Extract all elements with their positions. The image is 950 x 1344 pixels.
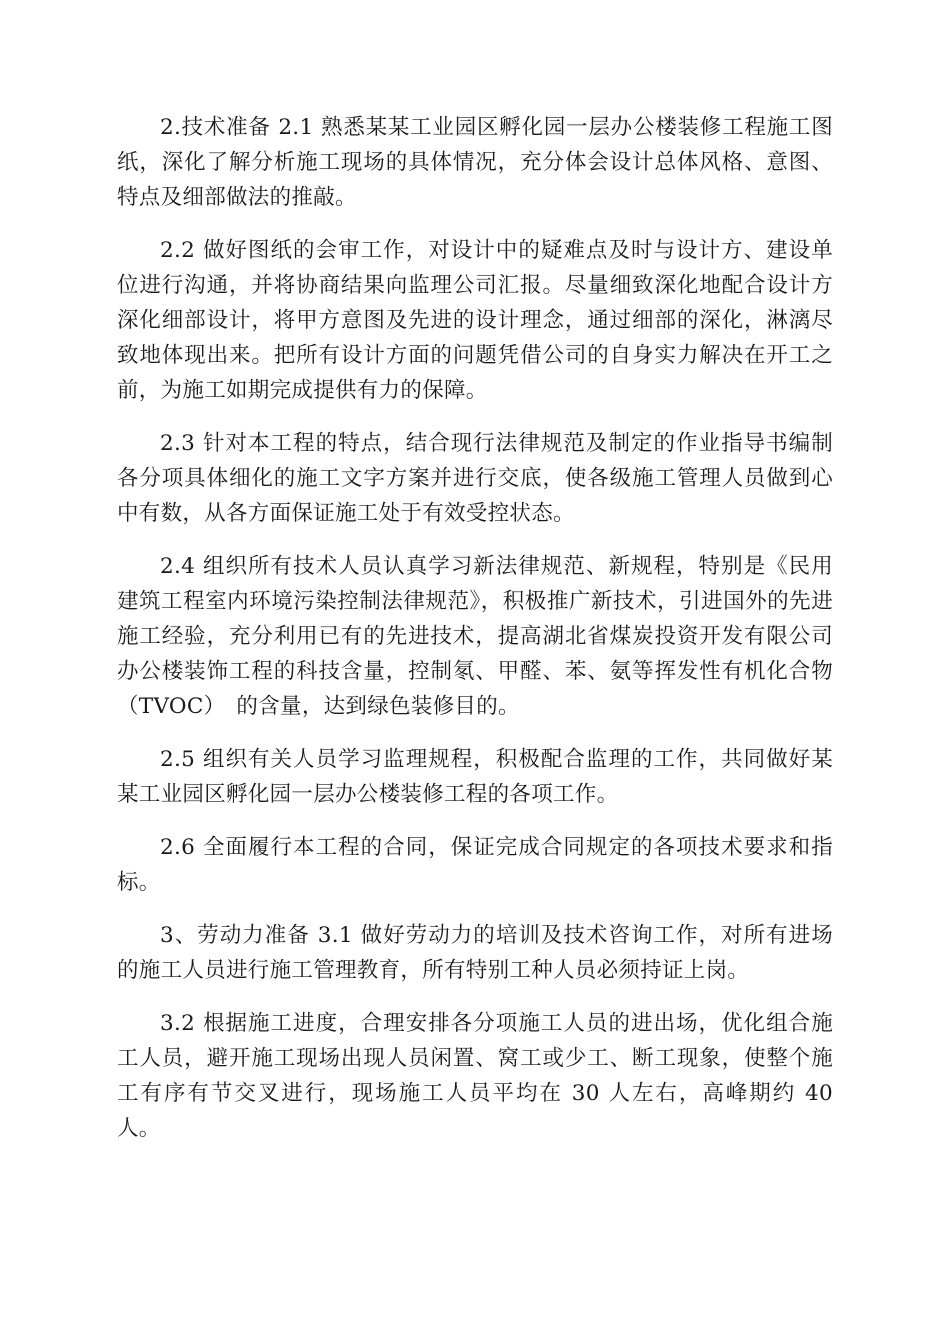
document-body [117, 110, 833, 1164]
paragraph-3-2: 3.2 根据施工进度，合理安排各分项施工人员的进出场，优化组合施工人员，避开施工现场出现人员闲置、窝工或少工、断工现象，使整个施工有序有节交叉进行，现场施工人员平均在 30 人左右，高峰期约 40 人。 [117, 1011, 833, 1141]
paragraph-3-1: 3、劳动力准备 3.1 做好劳动力的培训及技术咨询工作，对所有进场的施工人员进行施工管理教育，所有特别工种人员必须持证上岗。 [117, 923, 833, 983]
paragraph-2-1: 2.技术准备 2.1 熟悉某某工业园区孵化园一层办公楼装修工程施工图纸，深化了解分析施工现场的具体情况，充分体会设计总体风格、意图、特点及细部做法的推敲。 [117, 115, 833, 210]
paragraph-2-5: 2.5 组织有关人员学习监理规程，积极配合监理的工作，共同做好某某工业园区孵化园一层办公楼装修工程的各项工作。 [117, 747, 833, 807]
paragraph-2-4: 2.4 组织所有技术人员认真学习新法律规范、新规程，特别是《民用建筑工程室内环境污染控制法律规范》，积极推广新技术，引进国外的先进施工经验，充分利用已有的先进技术，提高湖北省煤炭投资开发有限公司办公楼装饰工程的科技含量，控制氡、甲醛、苯、氨等挥发性有机化合物（TVOC） 的含量，达到绿色装修目的。 [117, 554, 833, 719]
paragraph-2-3: 2.3 针对本工程的特点，结合现行法律规范及制定的作业指导书编制各分项具体细化的施工文字方案并进行交底，使各级施工管理人员做到心中有数，从各方面保证施工处于有效受控状态。 [117, 431, 833, 526]
paragraph-2-2: 2.2 做好图纸的会审工作，对设计中的疑难点及时与设计方、建设单位进行沟通，并将协商结果向监理公司汇报。尽量细致深化地配合设计方深化细部设计，将甲方意图及先进的设计理念，通过细部的深化，淋漓尽致地体现出来。把所有设计方面的问题凭借公司的自身实力解决在开工之前，为施工如期完成提供有力的保障。 [117, 238, 833, 403]
paragraph-2-6: 2.6 全面履行本工程的合同，保证完成合同规定的各项技术要求和指标。 [117, 835, 833, 895]
